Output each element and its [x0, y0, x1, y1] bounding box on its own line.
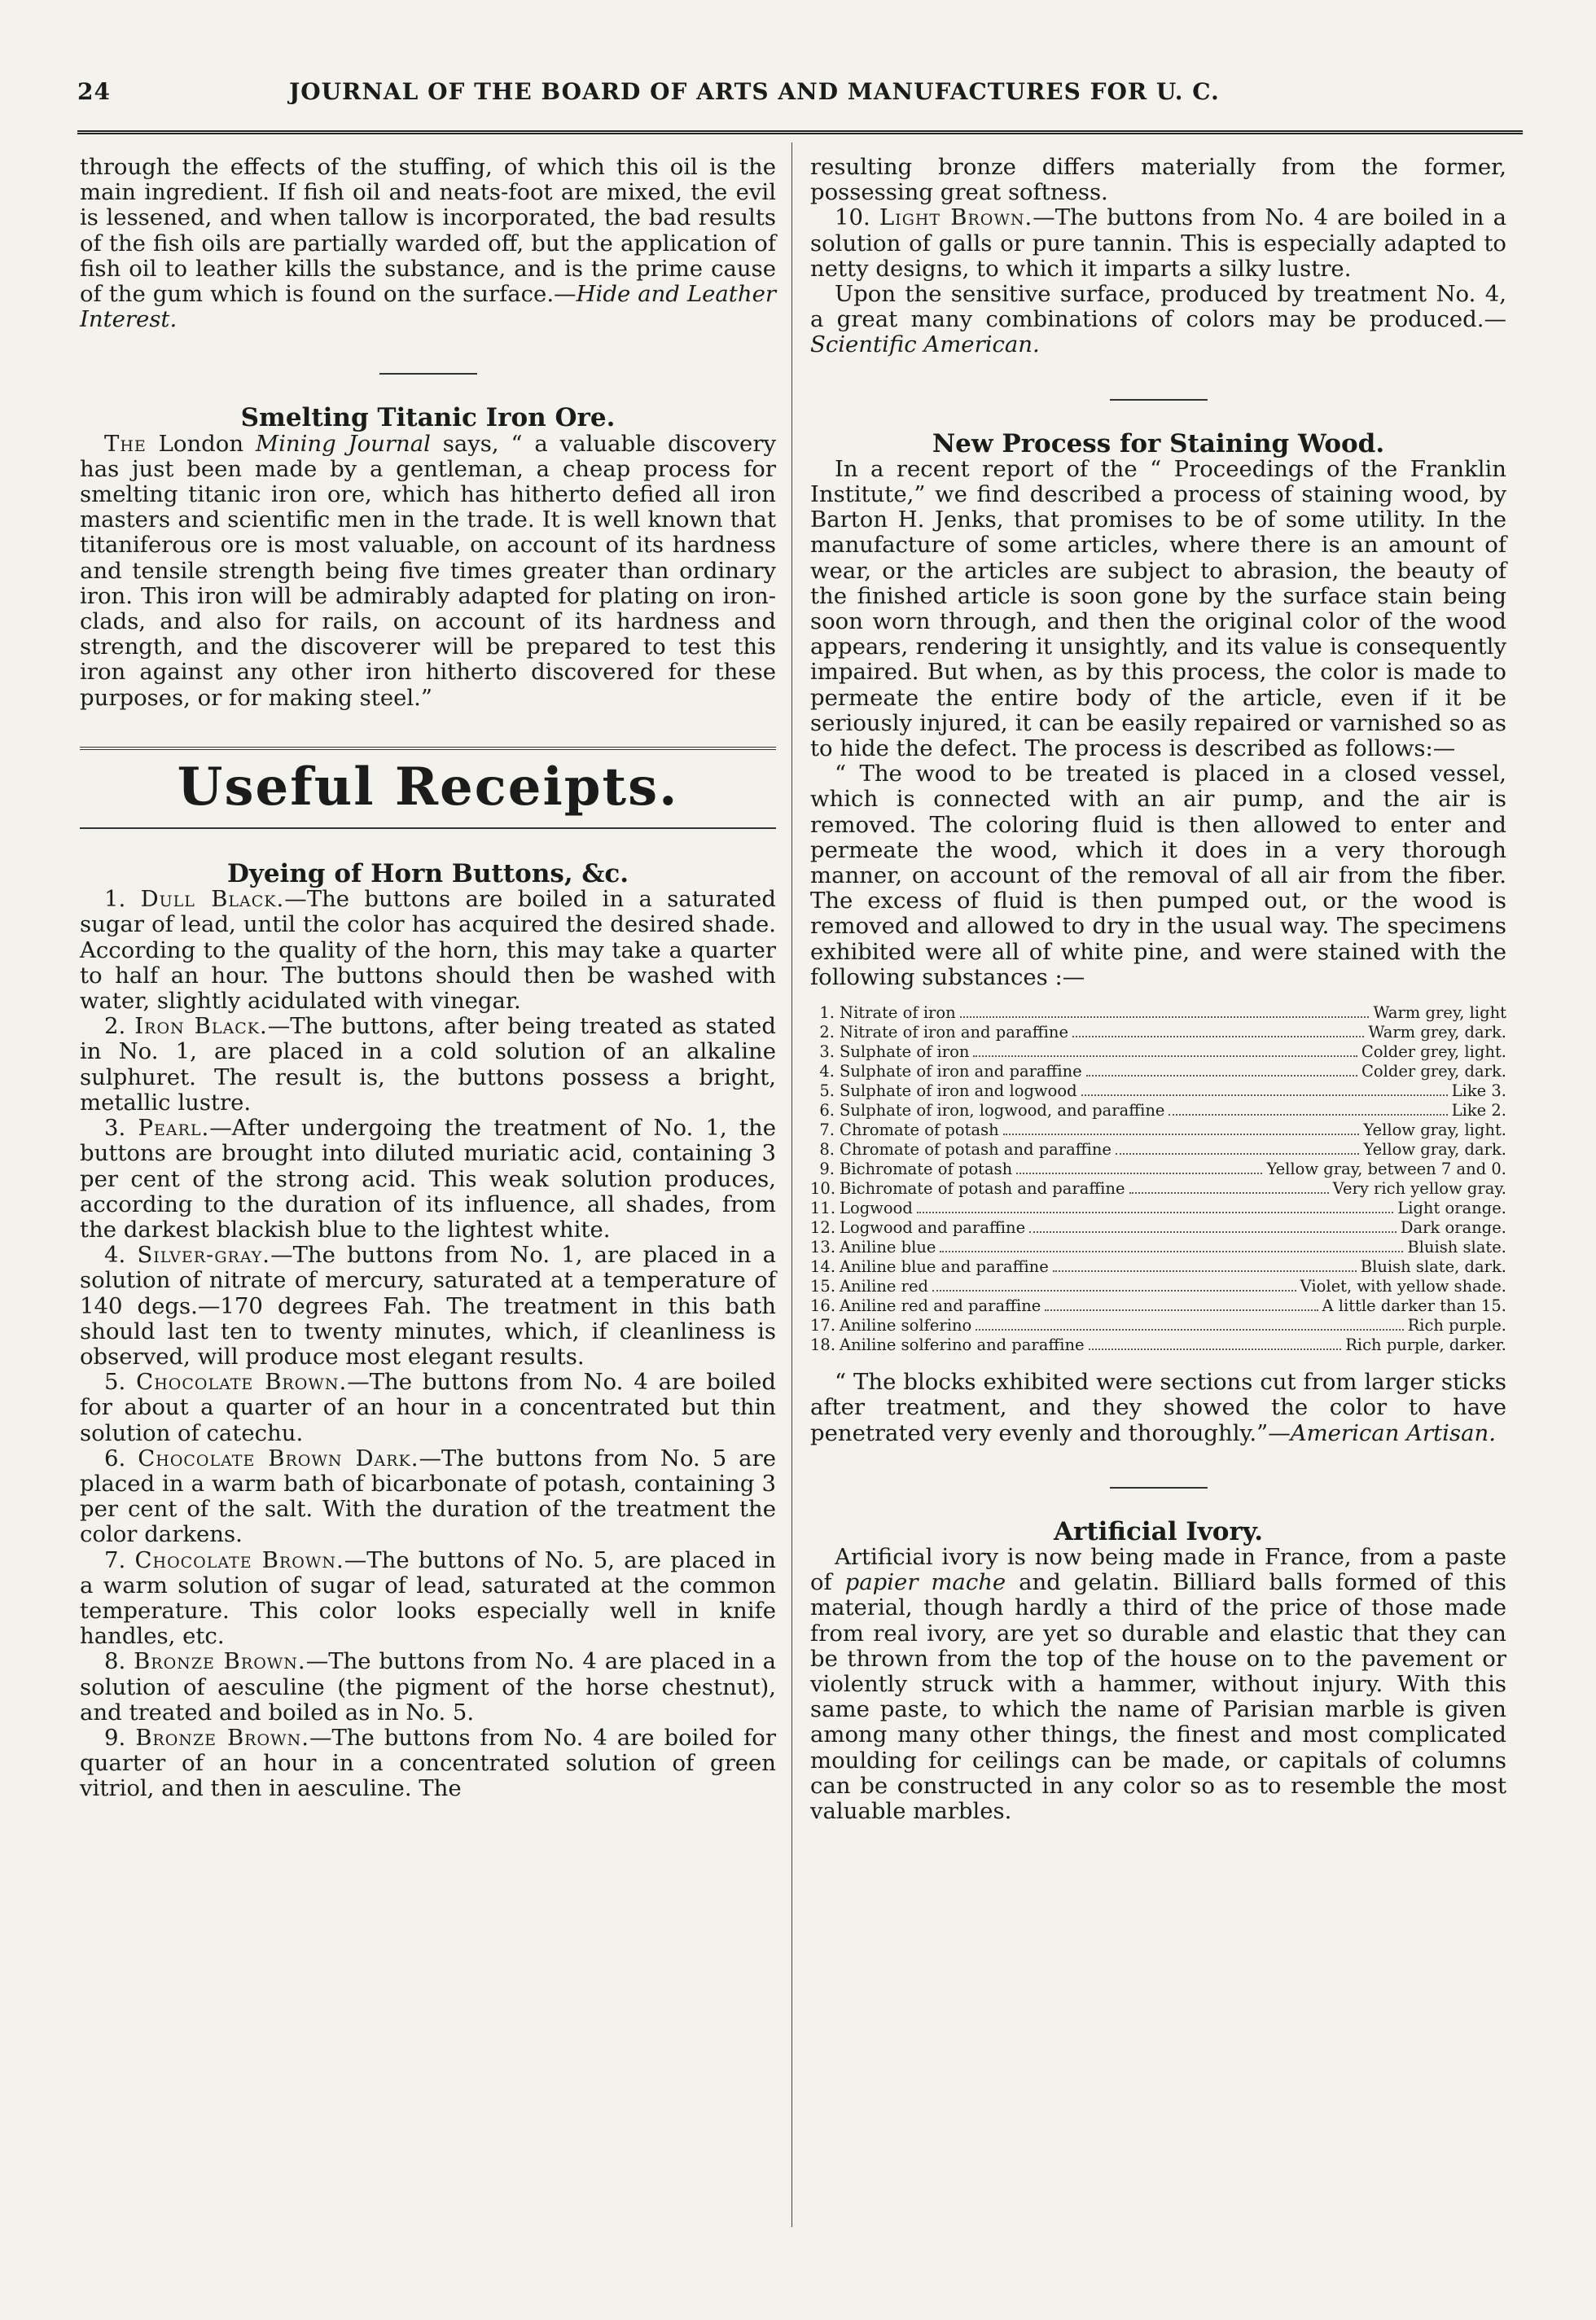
- stain-number: 15.: [810, 1277, 836, 1296]
- stain-number: 16.: [810, 1296, 836, 1316]
- smelting-paragraph: [80, 432, 776, 711]
- leader-dots: [1129, 1192, 1329, 1194]
- journal-name: Mining Journal: [255, 430, 431, 457]
- item-number: 1.: [104, 886, 126, 913]
- stain-number: 14.: [810, 1257, 836, 1277]
- left-column: [80, 155, 776, 1802]
- section-rule: [1110, 399, 1208, 401]
- stain-substance: Sulphate of iron and paraffine: [840, 1062, 1082, 1081]
- stain-row: [810, 1042, 1506, 1062]
- stain-result: Light orange.: [1397, 1199, 1506, 1218]
- stain-row: [810, 1003, 1506, 1023]
- stain-row: [810, 1140, 1506, 1160]
- item-name: Chocolate Brown.: [136, 1369, 348, 1396]
- stain-number: 6.: [819, 1101, 835, 1121]
- leader-dots: [1016, 1173, 1262, 1174]
- stain-result: Warm grey, dark.: [1368, 1023, 1506, 1042]
- stain-substance: Aniline solferino: [840, 1316, 972, 1335]
- stain-row: [810, 1023, 1506, 1042]
- stain-substance: Sulphate of iron, logwood, and paraffine: [840, 1101, 1165, 1121]
- item-name: Pearl.: [138, 1115, 210, 1142]
- item-number: 9.: [104, 1724, 126, 1751]
- stain-substance: Aniline solferino and paraffine: [840, 1335, 1085, 1355]
- leader-dots: [1003, 1134, 1360, 1135]
- item-text: —After undergoing the treatment of No. 1, the buttons are brought into diluted muriatic acid, containing 3 per cent of the strong acid. This weak solution produces, according to the duration of its influence, all shades, from the darkest blackish blue to the lightest white.: [80, 1115, 776, 1243]
- stain-number: 2.: [819, 1023, 835, 1042]
- leader-dots: [960, 1016, 1370, 1018]
- stain-number: 3.: [819, 1042, 835, 1062]
- stain-result: Violet, with yellow shade.: [1300, 1277, 1506, 1296]
- smelting-text: London: [146, 430, 256, 457]
- right-column: [810, 155, 1506, 1824]
- stain-number: 5.: [819, 1081, 835, 1101]
- dye-item: [810, 205, 1506, 282]
- leader-dots: [1053, 1270, 1357, 1272]
- stain-result: Bluish slate.: [1407, 1238, 1506, 1257]
- item-text: —The buttons from No. 4 are placed in a solution of aesculine (the pigment of the horse chestnut), and treated and boiled as in No. 5.: [80, 1648, 777, 1726]
- stain-number: 9.: [819, 1160, 835, 1179]
- item-number: 10.: [835, 204, 870, 231]
- smelting-lead: The: [104, 430, 147, 457]
- leader-dots: [1081, 1094, 1448, 1096]
- stain-row: [810, 1277, 1506, 1296]
- ivory-text: and gelatin. Billiard balls formed of this material, though hardly a third of the price of those made from real ivory, are yet so durable and elastic that they can be thrown from the top of the house on to the pavement or violently struck with a hammer, without injury. With this same paste, to which the name of Parisian marble is given among many other things, the finest and most complicated moulding for ceilings can be made, or capitals of columns can be constructed in any color so as to resemble the most valuable marbles.: [810, 1569, 1507, 1824]
- stain-result: Very rich yellow gray.: [1332, 1179, 1506, 1199]
- stain-substance: Sulphate of iron: [840, 1042, 970, 1062]
- dye-item: [80, 1014, 776, 1116]
- ivory-text: Artificial ivory is now being made in France, from a paste of: [810, 1543, 1506, 1596]
- ivory-paragraph: [810, 1545, 1506, 1824]
- ivory-italic: papier mache: [844, 1569, 1006, 1596]
- stain-substance: Sulphate of iron and logwood: [840, 1081, 1077, 1101]
- stain-result: Like 2.: [1451, 1101, 1506, 1121]
- staining-heading: New Process for Staining Wood.: [932, 428, 1385, 458]
- stain-substance: Aniline blue: [840, 1238, 936, 1257]
- dye-item: [80, 1446, 776, 1548]
- item-text: —The buttons, after being treated as stated in No. 1, are placed in a cold solution of an alkaline sulphuret. The result is, the buttons possess a bright, metallic lustre.: [80, 1013, 777, 1116]
- stain-row: [810, 1257, 1506, 1277]
- stain-result: Yellow gray, light.: [1363, 1121, 1506, 1140]
- stain-row: [810, 1081, 1506, 1101]
- dye-item: [80, 1726, 776, 1802]
- leader-dots: [1045, 1309, 1318, 1311]
- stain-substance: Logwood and paraffine: [840, 1218, 1026, 1238]
- item-number: 5.: [104, 1369, 126, 1396]
- dyeing-list: [80, 887, 776, 1801]
- item-name: Light Brown.: [879, 204, 1033, 231]
- dye-item: [80, 1370, 776, 1446]
- leader-dots: [1116, 1153, 1360, 1155]
- item-number: 2.: [104, 1013, 126, 1040]
- stuffing-text: through the effects of the stuffing, of which this oil is the main ingredient. If fish oil and neats-foot are mixed, the evil is lessened, and when tallow is incorporated, the bad results of the fish oils are partially warded off, but the application of fish oil to leather kills the substance, and is the prime cause of the gum which is found on the surface.—: [80, 154, 776, 308]
- stain-substance: Aniline blue and paraffine: [840, 1257, 1049, 1277]
- stain-substance: Chromate of potash and paraffine: [840, 1140, 1112, 1160]
- bronze-continued: resulting bronze differs materially from the former, possessing great softness.: [810, 154, 1506, 206]
- staining-paragraph: “ The wood to be treated is placed in a closed vessel, which is connected with an air pump, and the air is removed. The coloring fluid is then allowed to enter and permeate the wood, which it does in a very thorough manner, on account of the removal of all air from the fiber. The excess of fluid is then pumped out, or the wood is removed and allowed to dry in the usual way. The specimens exhibited were all of white pine, and were stained with the following substances :—: [810, 761, 1506, 990]
- stain-result: Rich purple, darker.: [1345, 1335, 1506, 1355]
- item-text: —The buttons of No. 5, are placed in a warm solution of sugar of lead, saturated at the common temperature. This color looks especially well in knife handles, etc.: [80, 1546, 777, 1650]
- leader-dots: [973, 1055, 1357, 1057]
- page-number: 24: [77, 78, 111, 105]
- stuffing-paragraph: [80, 155, 776, 332]
- item-text: —The buttons from No. 4 are boiled for quarter of an hour in a concentrated solution of green vitriol, and then in aesculine. The: [80, 1724, 776, 1802]
- leader-dots: [932, 1290, 1296, 1292]
- stain-substance: Logwood: [840, 1199, 913, 1218]
- item-number: 4.: [104, 1242, 126, 1269]
- item-number: 3.: [104, 1115, 126, 1142]
- stain-number: 18.: [810, 1335, 836, 1355]
- stain-row: [810, 1218, 1506, 1238]
- dye-item: [80, 887, 776, 1014]
- surface-text: Upon the sensitive surface, produced by treatment No. 4, a great many combinations of colors may be produced.—: [810, 281, 1506, 333]
- smelting-heading: Smelting Titanic Iron Ore.: [240, 403, 616, 433]
- stain-row: [810, 1296, 1506, 1316]
- stain-result: Warm grey, light: [1373, 1003, 1506, 1023]
- source-citation: Hide and Leather Interest.: [80, 281, 776, 333]
- leader-dots: [917, 1212, 1393, 1213]
- stain-row: [810, 1199, 1506, 1218]
- item-name: Chocolate Brown Dark.: [138, 1445, 419, 1471]
- staining-paragraph: In a recent report of the “ Proceedings of the Franklin Institute,” we find described a process of staining wood, by Barton H. Jenks, that promises to be of some utility. In the manufacture of some articles, where there is an amount of wear, or the articles are subject to abrasion, the beauty of the finished article is soon gone by the surface stain being soon worn through, and then the original color of the wood appears, rendering it unsightly, and its value is consequently impaired. But when, as by this process, the color is made to permeate the entire body of the article, even if it be seriously injured, it can be easily repaired or varnished so as to hide the defect. The process is described as follows:—: [810, 455, 1506, 762]
- item-name: Bronze Brown.: [135, 1724, 309, 1751]
- stain-substance: Bichromate of potash and paraffine: [840, 1179, 1125, 1199]
- stain-number: 11.: [810, 1199, 836, 1218]
- useful-receipts-title: Useful Receipts.: [177, 756, 679, 818]
- stain-number: 12.: [810, 1218, 836, 1238]
- item-name: Chocolate Brown.: [134, 1546, 344, 1573]
- dye-item: [80, 1243, 776, 1370]
- stain-number: 7.: [819, 1121, 835, 1140]
- journal-title: JOURNAL OF THE BOARD OF ARTS AND MANUFACTURES FOR U. C.: [289, 78, 1220, 105]
- staining-text: “ The blocks exhibited were sections cut from larger sticks after treatment, and they showed the color to have penetrated very evenly and thoroughly.”—: [810, 1369, 1506, 1446]
- stain-row: [810, 1101, 1506, 1121]
- stain-row: [810, 1179, 1506, 1199]
- stain-substance: Bichromate of potash: [840, 1160, 1013, 1179]
- stain-substance: Nitrate of iron: [840, 1003, 956, 1023]
- dyeing-heading: Dyeing of Horn Buttons, &c.: [226, 859, 629, 889]
- stain-row: [810, 1316, 1506, 1335]
- item-text: —The buttons from No. 4 are boiled in a solution of galls or pure tannin. This is especially adapted to netty designs, to which it imparts a silky lustre.: [810, 204, 1507, 282]
- dye-item: [80, 1649, 776, 1726]
- stain-substance: Chromate of potash: [840, 1121, 999, 1140]
- stain-number: 13.: [810, 1238, 836, 1257]
- stain-row: [810, 1335, 1506, 1355]
- item-text: —The buttons are boiled in a saturated sugar of lead, until the color has acquired the desired shade. According to the quality of the horn, this may take a quarter to half an hour. The buttons should then be washed with water, slightly acidulated with vinegar.: [80, 886, 776, 1015]
- section-rule: [1110, 1487, 1208, 1489]
- stain-substance: Aniline red and paraffine: [840, 1296, 1041, 1316]
- stain-result: Bluish slate, dark.: [1360, 1257, 1506, 1277]
- dye-item: [80, 1116, 776, 1243]
- leader-dots: [940, 1251, 1403, 1252]
- stain-number: 10.: [810, 1179, 836, 1199]
- item-name: Silver-gray.: [137, 1242, 271, 1269]
- stain-result: A little darker than 15.: [1322, 1296, 1506, 1316]
- stain-result: Colder grey, light.: [1361, 1042, 1506, 1062]
- leader-dots: [976, 1329, 1403, 1331]
- stain-row: [810, 1121, 1506, 1140]
- item-number: 8.: [104, 1648, 126, 1675]
- leader-dots: [1089, 1349, 1342, 1350]
- item-text: —The buttons from No. 1, are placed in a solution of nitrate of mercury, saturated at a temperature of 140 degs.—170 degrees Fah. The treatment in this bath should last ten to twenty minutes, which, if cleanliness is observed, will produce most elegant results.: [80, 1242, 776, 1370]
- leader-dots: [1168, 1114, 1447, 1116]
- ivory-heading: Artificial Ivory.: [1053, 1516, 1264, 1546]
- page-header: [77, 78, 1523, 119]
- column-divider: [791, 143, 792, 2227]
- smelting-text: says, “ a valuable discovery has just been made by a gentleman, a cheap process for smelting titanic iron ore, which has hitherto defied all iron masters and scientific men in the trade. It is well known that titaniferous ore is most valuable, on account of its hardness and tensile strength being five times greater than ordinary iron. This iron will be admirably adapted for plating on iron-clads, and also for rails, on account of its hardness and strength, and the discoverer will be prepared to test this iron against any other iron hitherto discovered for these purposes, or for making steel.”: [80, 430, 777, 711]
- stain-result: Like 3.: [1451, 1081, 1506, 1101]
- source-citation: American Artisan.: [1290, 1419, 1496, 1446]
- section-rule: [379, 373, 477, 375]
- staining-paragraph: [810, 1370, 1506, 1446]
- item-name: Iron Black.: [134, 1013, 268, 1040]
- stain-table: [810, 1003, 1506, 1355]
- item-name: Dull Black.: [140, 886, 285, 913]
- stain-result: Rich purple.: [1407, 1316, 1506, 1335]
- stain-substance: Nitrate of iron and paraffine: [840, 1023, 1068, 1042]
- leader-dots: [1086, 1075, 1357, 1077]
- stain-result: Yellow gray, dark.: [1363, 1140, 1506, 1160]
- surface-paragraph: [810, 282, 1506, 358]
- stain-row: [810, 1238, 1506, 1257]
- item-number: 6.: [104, 1445, 126, 1471]
- stain-result: Colder grey, dark.: [1361, 1062, 1506, 1081]
- item-text: —The buttons from No. 4 are boiled for about a quarter of an hour in a concentrated but thin solution of catechu.: [80, 1369, 776, 1446]
- stain-number: 17.: [810, 1316, 836, 1335]
- dye-item: [80, 1548, 776, 1650]
- section-rule: [80, 827, 776, 829]
- stain-number: 4.: [819, 1062, 835, 1081]
- header-rule: [77, 130, 1523, 134]
- section-double-rule: [80, 747, 776, 750]
- stain-number: 8.: [819, 1140, 835, 1160]
- stain-substance: Aniline red: [840, 1277, 928, 1296]
- stain-result: Dark orange.: [1400, 1218, 1506, 1238]
- stain-row: [810, 1062, 1506, 1081]
- stain-number: 1.: [819, 1003, 835, 1023]
- stain-row: [810, 1160, 1506, 1179]
- item-name: Bronze Brown.: [134, 1648, 306, 1675]
- item-number: 7.: [104, 1546, 126, 1573]
- leader-dots: [1029, 1231, 1396, 1233]
- stain-result: Yellow gray, between 7 and 0.: [1266, 1160, 1506, 1179]
- item-text: —The buttons from No. 5 are placed in a warm bath of bicarbonate of potash, containing 3 per cent of the salt. With the duration of the treatment the color darkens.: [80, 1445, 776, 1548]
- leader-dots: [1072, 1036, 1364, 1037]
- source-citation: Scientific American.: [810, 331, 1040, 358]
